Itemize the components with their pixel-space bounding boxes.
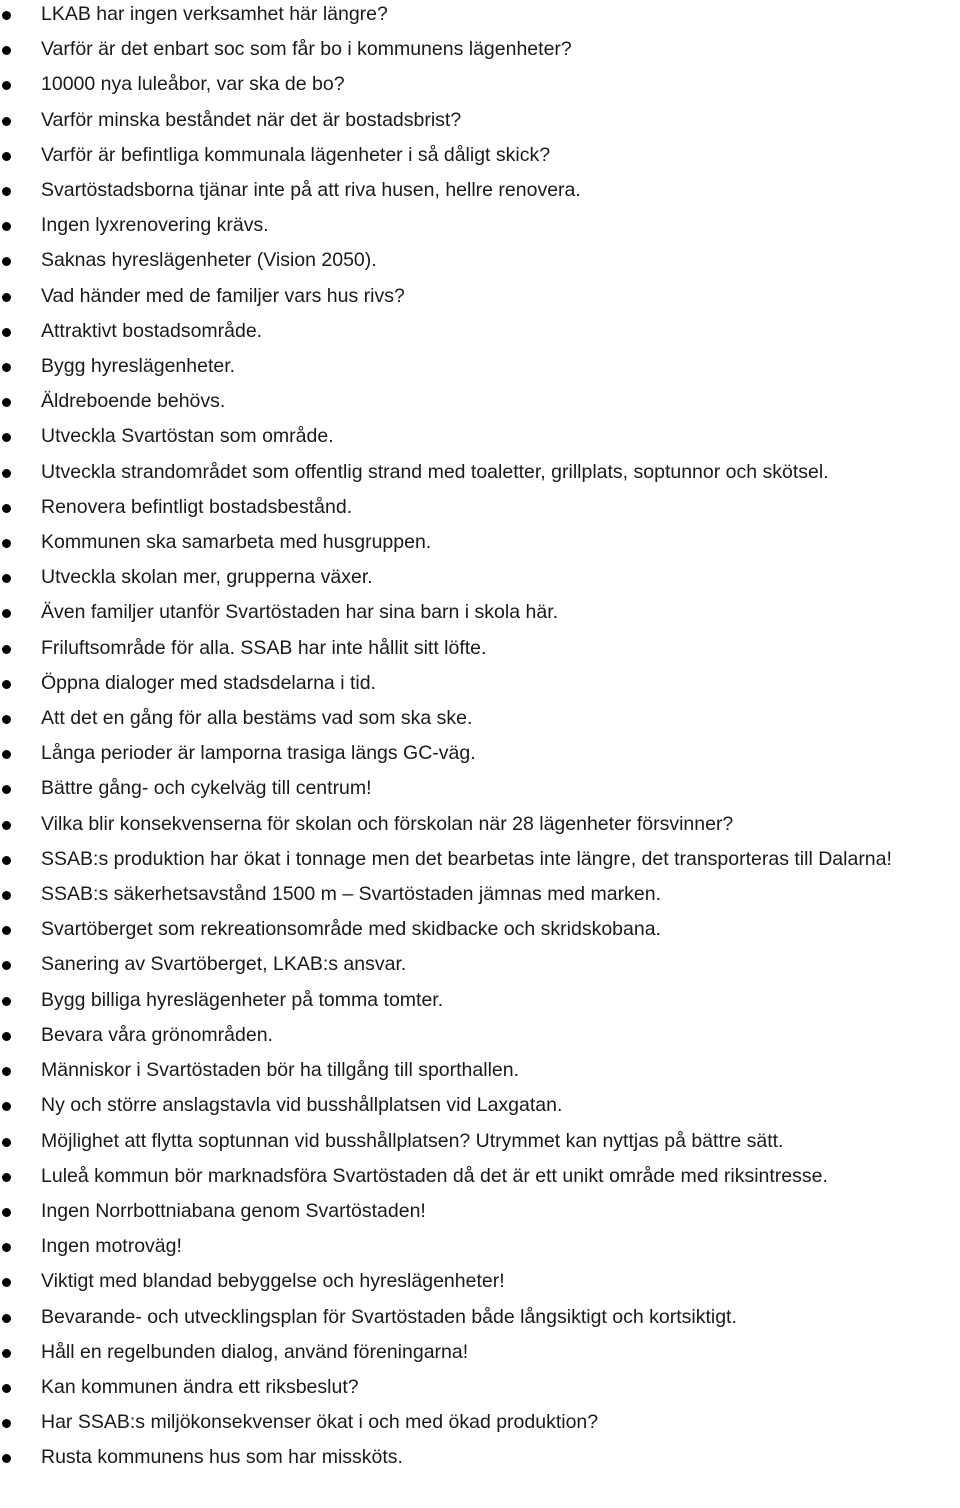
bullet-dot-icon [2,363,11,372]
list-item-text: Har SSAB:s miljökonsekvenser ökat i och med ökad produktion? [41,1411,599,1434]
bullet-dot-icon [2,257,11,266]
list-item [0,1124,960,1159]
bullet-dot-icon [2,891,11,900]
bullet-dot-icon [2,469,11,478]
list-item [0,1370,960,1405]
list-item [0,947,960,982]
list-item [0,173,960,208]
bullet-dot-icon [2,1454,11,1463]
list-item-text: Möjlighet att flytta soptunnan vid busshållplatsen? Utrymmet kan nyttjas på bättre sätt. [41,1129,784,1152]
list-item-text: Utveckla Svartöstan som område. [41,425,334,448]
bullet-dot-icon [2,750,11,759]
list-item [0,138,960,173]
list-item [0,771,960,806]
bullet-dot-icon [2,1314,11,1323]
list-item [0,1405,960,1440]
list-item [0,1159,960,1194]
bullet-dot-icon [2,433,11,442]
list-item-text: Ingen motroväg! [41,1235,182,1258]
list-item [0,666,960,701]
list-item [0,912,960,947]
list-item-text: SSAB:s säkerhetsavstånd 1500 m – Svartöstaden jämnas med marken. [41,883,661,906]
list-item [0,877,960,912]
list-item-text: Sanering av Svartöberget, LKAB:s ansvar. [41,953,407,976]
list-item [0,842,941,877]
bullet-dot-icon [2,11,11,20]
list-item-text: 10000 nya luleåbor, var ska de bo? [41,73,345,96]
bullet-dot-icon [2,293,11,302]
bullet-dot-icon [2,1138,11,1147]
list-item [0,32,960,67]
list-item [0,736,960,771]
bullet-dot-icon [2,1067,11,1076]
bullet-dot-icon [2,1419,11,1428]
bullet-dot-icon [2,1102,11,1111]
list-item [0,701,960,736]
list-item [0,1053,960,1088]
list-item [0,349,960,384]
list-item [0,560,960,595]
list-item [0,1088,960,1123]
list-item [0,314,960,349]
list-item [0,1194,960,1229]
list-item-text: Svartöstadsborna tjänar inte på att riva husen, hellre renovera. [41,179,581,202]
list-item-text: Ingen lyxrenovering krävs. [41,214,269,237]
bullet-dot-icon [2,574,11,583]
bullet-dot-icon [2,680,11,689]
list-item-text: Viktigt med blandad bebyggelse och hyreslägenheter! [41,1270,505,1293]
list-item [0,455,960,490]
list-item [0,103,960,138]
bullet-dot-icon [2,81,11,90]
list-item-text: Äldreboende behövs. [41,390,226,413]
bullet-dot-icon [2,1208,11,1217]
bullet-dot-icon [2,1384,11,1393]
list-item [0,983,960,1018]
bullet-dot-icon [2,785,11,794]
list-item-text: Varför är det enbart soc som får bo i kommunens lägenheter? [41,38,572,61]
bullet-dot-icon [2,152,11,161]
bullet-dot-icon [2,46,11,55]
bullet-dot-icon [2,187,11,196]
list-item [0,279,960,314]
list-item [0,631,960,666]
list-item-text: Människor i Svartöstaden bör ha tillgång till sporthallen. [41,1059,520,1082]
list-item [0,490,960,525]
list-item [0,1264,960,1299]
list-item [0,0,960,32]
bullet-dot-icon [2,715,11,724]
list-item-text: Varför är befintliga kommunala lägenheter i så dåligt skick? [41,143,551,166]
bullet-dot-icon [2,1349,11,1358]
list-item-text: Att det en gång för alla bestäms vad som ska ske. [41,707,473,730]
list-item [0,384,960,419]
list-item-text: Friluftsområde för alla. SSAB har inte hållit sitt löfte. [41,636,487,659]
list-item-text: Vilka blir konsekvenserna för skolan och förskolan när 28 lägenheter försvinner? [41,812,734,835]
list-item-text: Attraktivt bostadsområde. [41,319,263,342]
list-item [0,807,960,842]
list-item-text: Långa perioder är lamporna trasiga längs GC-väg. [41,742,476,765]
list-item-text: Svartöberget som rekreationsområde med skidbacke och skridskobana. [41,918,661,941]
list-item [0,1335,960,1370]
list-item [0,1440,960,1475]
bullet-dot-icon [2,504,11,513]
list-item-text: Kan kommunen ändra ett riksbeslut? [41,1375,359,1398]
list-item [0,1018,960,1053]
bullet-dot-icon [2,328,11,337]
list-item [0,208,960,243]
list-item-text: Bygg hyreslägenheter. [41,355,236,378]
list-item-text: Ingen Norrbottniabana genom Svartöstaden! [41,1199,426,1222]
bullet-dot-icon [2,856,11,865]
list-item-text: Även familjer utanför Svartöstaden har sina barn i skola här. [41,601,559,624]
list-item-text: Håll en regelbunden dialog, använd föreningarna! [41,1340,469,1363]
list-item [0,419,960,454]
list-item-text: Rusta kommunens hus som har missköts. [41,1446,403,1469]
list-item-text: Varför minska beståndet när det är bostadsbrist? [41,108,462,131]
list-item-text: Bättre gång- och cykelväg till centrum! [41,777,372,800]
list-item [0,525,960,560]
bullet-dot-icon [2,926,11,935]
list-item-text: Luleå kommun bör marknadsföra Svartöstaden då det är ett unikt område med riksintresse. [41,1164,828,1187]
list-item-text: LKAB har ingen verksamhet här längre? [41,3,388,25]
bullet-dot-icon [2,222,11,231]
list-item-text: Utveckla strandområdet som offentlig strand med toaletter, grillplats, soptunnor och skötsel. [41,460,829,483]
list-item-text: Ny och större anslagstavla vid busshållplatsen vid Laxgatan. [41,1094,563,1117]
bullet-dot-icon [2,398,11,407]
list-item-text: Saknas hyreslägenheter (Vision 2050). [41,249,377,272]
list-item-text: SSAB:s produktion har ökat i tonnage men det bearbetas inte längre, det transporteras till Dalarna! [41,847,892,870]
list-item [0,595,960,630]
list-item-text: Renovera befintligt bostadsbestånd. [41,495,353,518]
bullet-dot-icon [2,609,11,618]
list-item-text: Utveckla skolan mer, grupperna växer. [41,566,373,589]
bullet-dot-icon [2,961,11,970]
bullet-dot-icon [2,1243,11,1252]
bullet-dot-icon [2,821,11,830]
list-item-text: Bevara våra grönområden. [41,1023,273,1046]
bullet-dot-icon [2,1278,11,1287]
list-item-text: Bevarande- och utvecklingsplan för Svartöstaden både långsiktigt och kortsiktigt. [41,1305,737,1328]
list-item-text: Bygg billiga hyreslägenheter på tomma tomter. [41,988,444,1011]
list-item [0,243,960,278]
list-item-text: Öppna dialoger med stadsdelarna i tid. [41,671,376,694]
bullet-dot-icon [2,645,11,654]
list-item-text: Kommunen ska samarbeta med husgruppen. [41,531,432,554]
list-item-text: Vad händer med de familjer vars hus rivs? [41,284,405,307]
list-item [0,1229,960,1264]
bullet-dot-icon [2,997,11,1006]
bullet-dot-icon [2,117,11,126]
bullet-dot-icon [2,539,11,548]
bullet-dot-icon [2,1173,11,1182]
list-item [0,67,960,102]
bullet-dot-icon [2,1032,11,1041]
list-item [0,1300,960,1335]
